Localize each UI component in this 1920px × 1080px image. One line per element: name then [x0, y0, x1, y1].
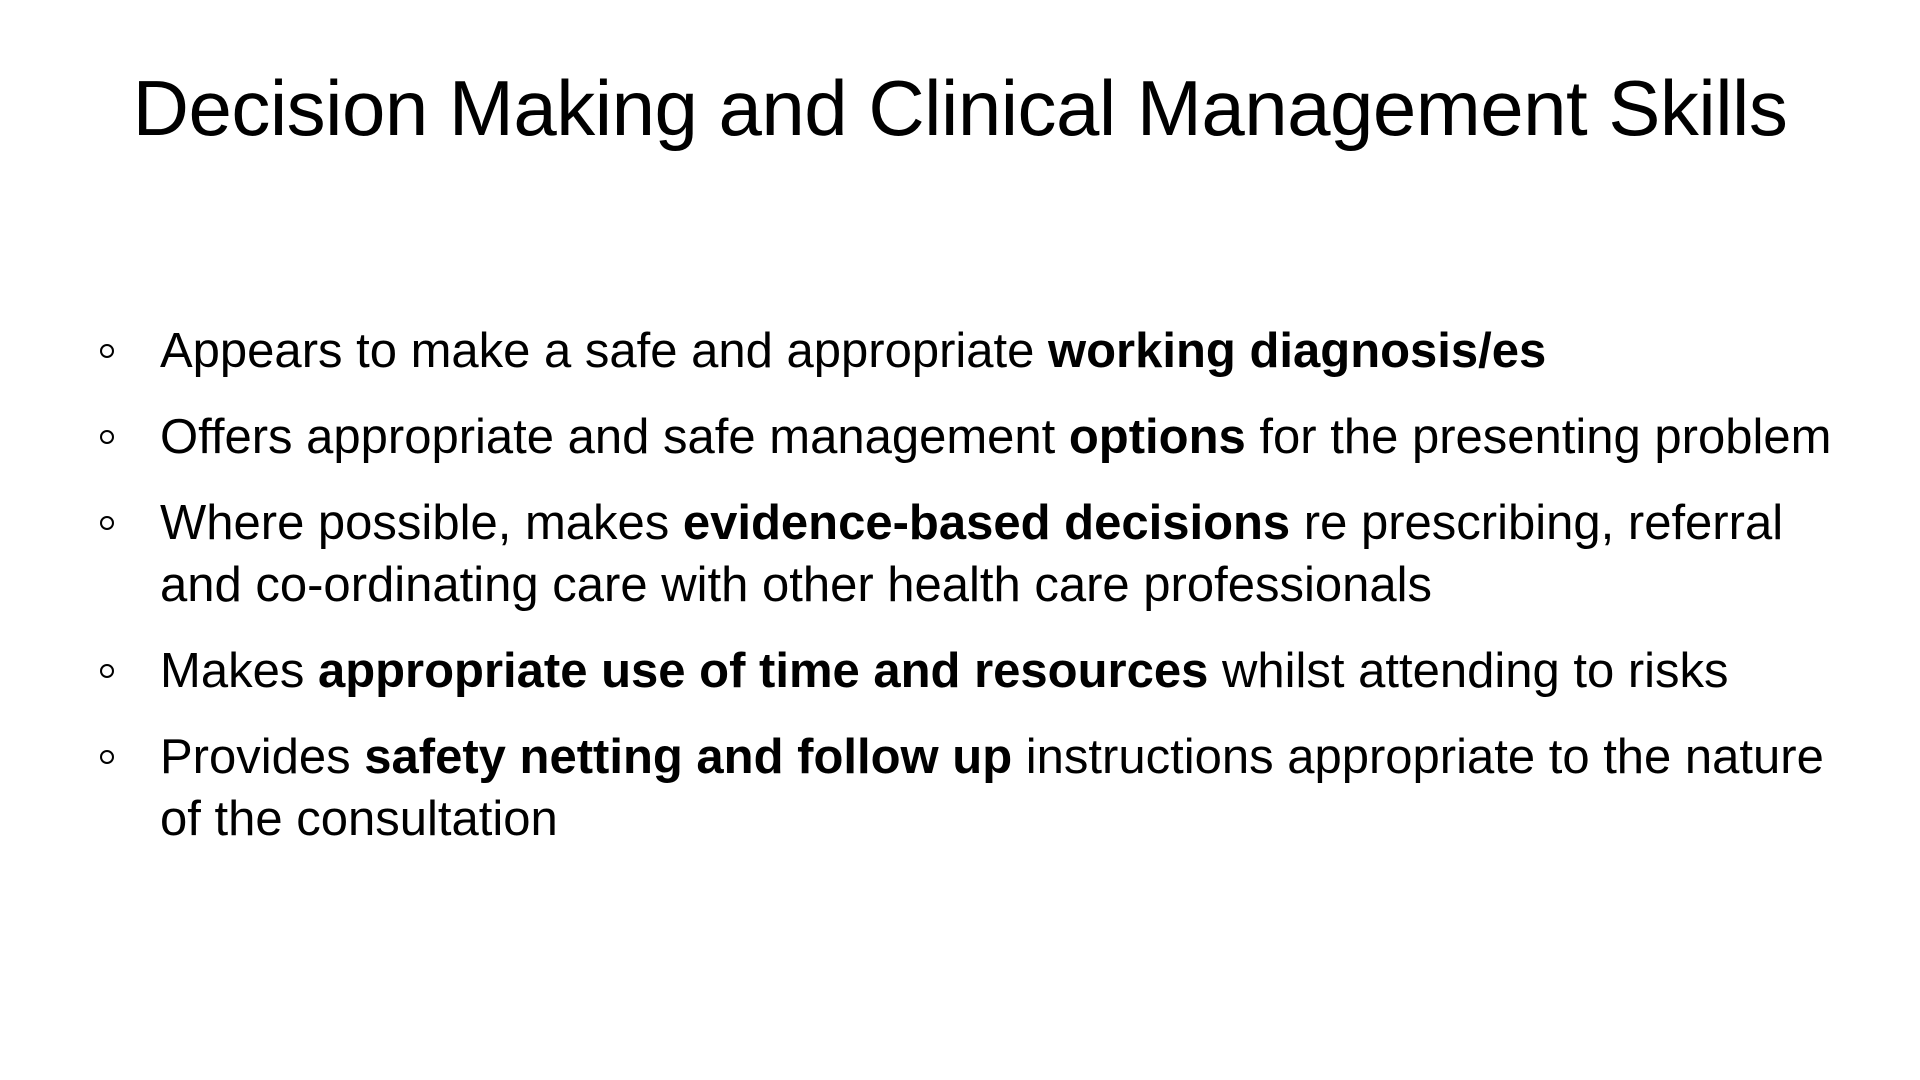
- bullet-text: [160, 324, 1546, 378]
- bullet-item-management-options: [100, 406, 1860, 468]
- bullet-item-working-diagnosis: [100, 320, 1860, 382]
- bullet-text-plain: Offers appropriate and safe management: [160, 410, 1069, 464]
- slide-title: Decision Making and Clinical Management Skills: [132, 64, 1788, 152]
- bullet-text-plain: Makes: [160, 644, 318, 698]
- bullet-item-safety-netting: [100, 726, 1860, 850]
- bullet-item-evidence-based-decisions: [100, 492, 1860, 616]
- hollow-circle-bullet-icon: [100, 664, 114, 678]
- bullet-text-plain: re prescribing, referral and co-ordinating care with other health care professionals: [160, 496, 1784, 612]
- bullet-item-time-and-resources: [100, 640, 1860, 702]
- bullet-text-plain: whilst attending to risks: [1208, 644, 1729, 698]
- bullet-text-plain: instructions appropriate to the nature of the consultation: [160, 730, 1824, 846]
- bullet-text-plain: Provides: [160, 730, 365, 784]
- bullet-list: [100, 320, 1860, 874]
- hollow-circle-bullet-icon: [100, 344, 114, 358]
- bullet-text-bold: safety netting and follow up: [364, 730, 1013, 784]
- bullet-text-bold: evidence-based decisions: [682, 496, 1291, 550]
- bullet-text: [160, 410, 1831, 464]
- hollow-circle-bullet-icon: [100, 430, 114, 444]
- bullet-text-bold: working diagnosis/es: [1048, 324, 1547, 378]
- bullet-text-bold: options: [1068, 410, 1246, 464]
- bullet-text-plain: Where possible, makes: [160, 496, 683, 550]
- bullet-text: [160, 496, 1783, 612]
- hollow-circle-bullet-icon: [100, 750, 114, 764]
- bullet-text: [160, 644, 1729, 698]
- bullet-text-plain: for the presenting problem: [1245, 410, 1832, 464]
- bullet-text-plain: Appears to make a safe and appropriate: [160, 324, 1049, 378]
- bullet-text: [160, 730, 1824, 846]
- bullet-text-bold: appropriate use of time and resources: [317, 644, 1209, 698]
- hollow-circle-bullet-icon: [100, 516, 114, 530]
